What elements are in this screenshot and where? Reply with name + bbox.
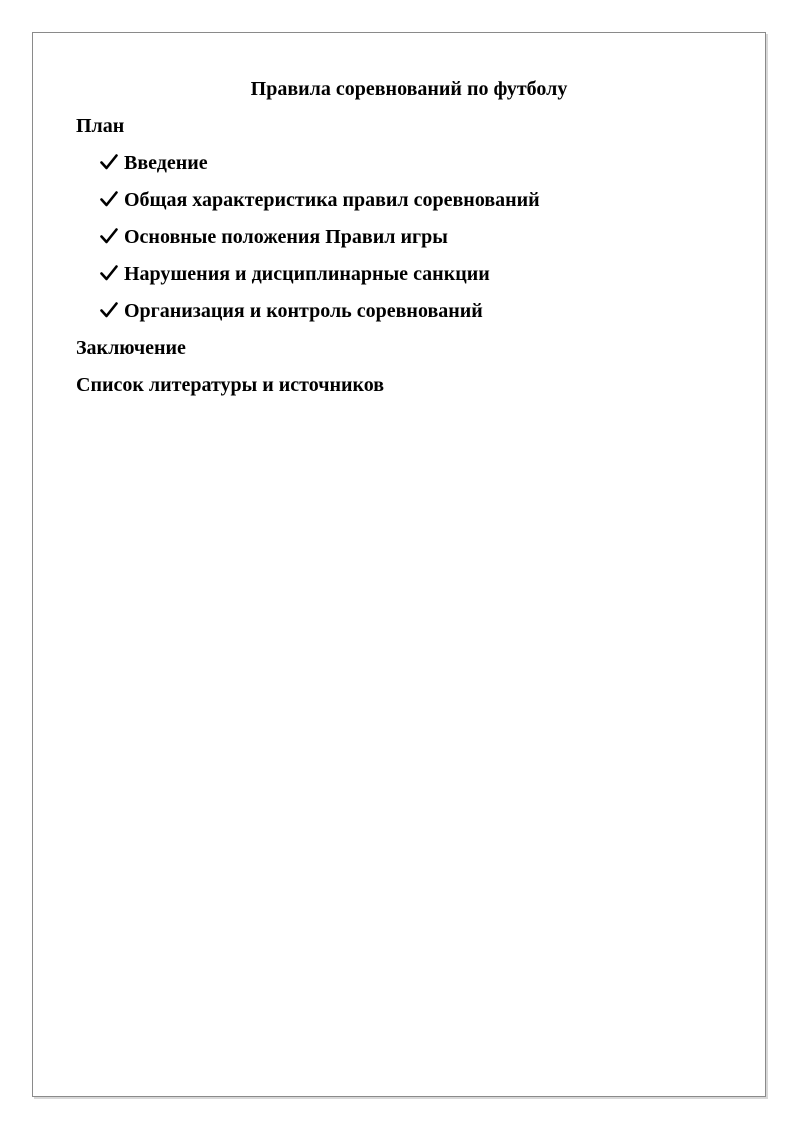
plan-item-introduction [100, 150, 540, 187]
plan-item-organization [100, 298, 540, 335]
references-heading: Список литературы и источников [76, 374, 385, 396]
plan-item-label: Организация и контроль соревнований [124, 300, 483, 322]
plan-item-violations [100, 261, 540, 298]
checkmark-icon [100, 227, 118, 245]
plan-list [100, 150, 540, 335]
checkmark-icon [100, 153, 118, 171]
plan-heading: План [76, 115, 125, 137]
plan-item-label: Введение [124, 152, 208, 174]
document-title: Правила соревнований по футболу [250, 78, 568, 100]
conclusion-heading: Заключение [76, 337, 186, 359]
plan-item-rules-overview [100, 187, 540, 224]
checkmark-icon [100, 264, 118, 282]
plan-item-label: Основные положения Правил игры [124, 226, 448, 248]
plan-item-label: Нарушения и дисциплинарные санкции [124, 263, 490, 285]
checkmark-icon [100, 190, 118, 208]
checkmark-icon [100, 301, 118, 319]
plan-item-label: Общая характеристика правил соревнований [124, 189, 540, 211]
plan-item-main-provisions [100, 224, 540, 261]
